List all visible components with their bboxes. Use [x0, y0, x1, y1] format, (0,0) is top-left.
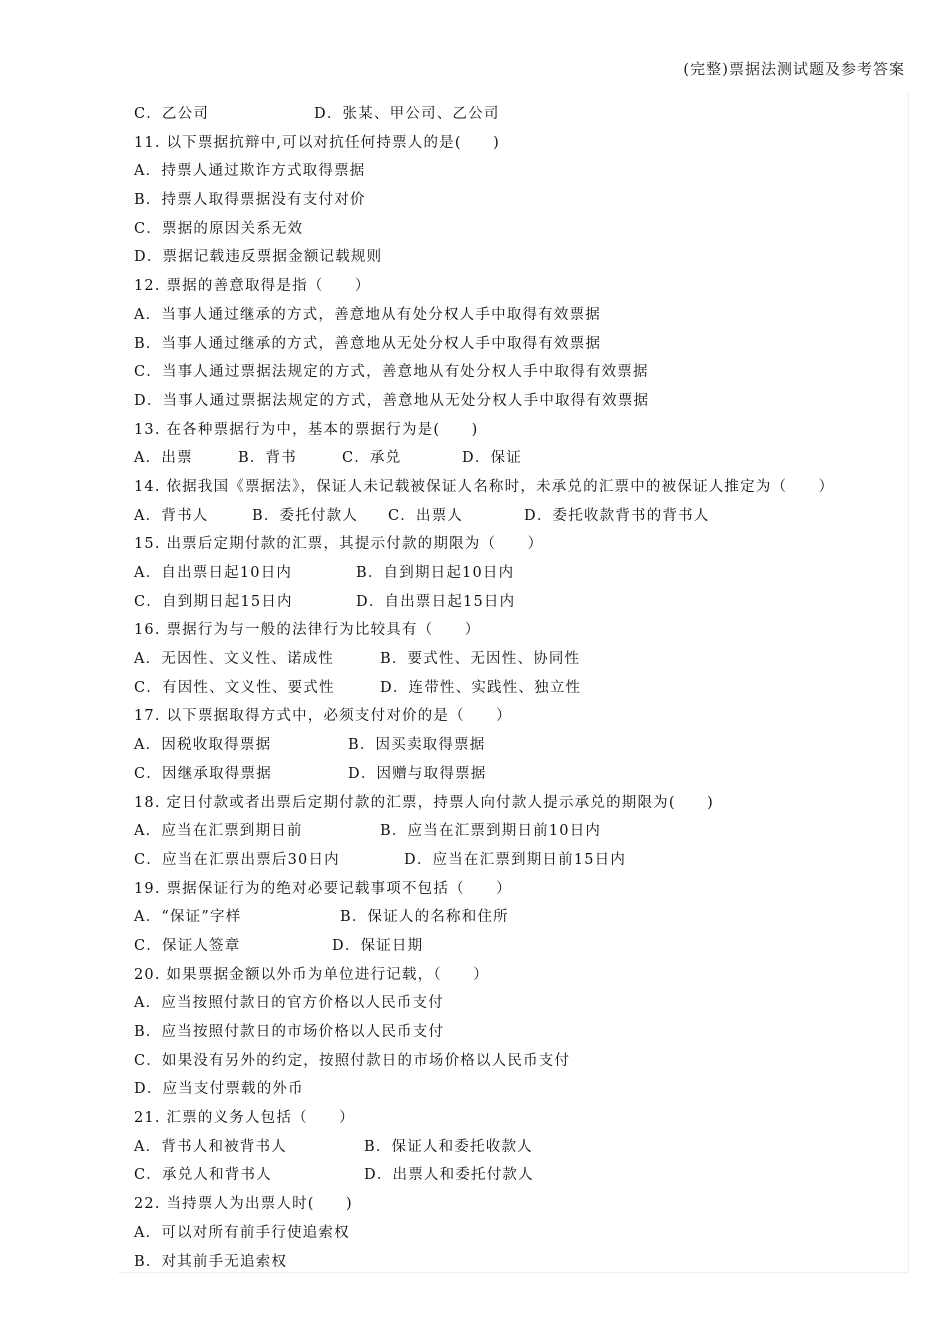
text-line: [134, 932, 894, 961]
line-text: 12. 票据的善意取得是指（ ）: [134, 278, 371, 295]
exam-content: [134, 100, 894, 1276]
line-text: 17. 以下票据取得方式中，必须支付对价的是（ ）: [134, 708, 512, 725]
answer-option: B．委托付款人: [252, 507, 359, 524]
line-text: 14. 依据我国《票据法》，保证人未记载被保证人名称时，未承兑的汇票中的被保证人推定为（ ）: [134, 478, 835, 495]
text-line: [134, 702, 894, 731]
text-line: [134, 588, 894, 617]
answer-option: D．保证日期: [332, 937, 424, 954]
answer-option: A．出票: [134, 450, 193, 467]
text-line: [134, 903, 894, 932]
text-line: [134, 1047, 894, 1076]
answer-option: D．委托收款背书的背书人: [524, 507, 710, 524]
line-text: A．应当按照付款日的官方价格以人民币支付: [134, 995, 444, 1012]
answer-option: C．保证人签章: [134, 937, 241, 954]
answer-option: D．自出票日起15日内: [356, 593, 516, 610]
text-line: [134, 789, 894, 818]
line-text: 18. 定日付款或者出票后定期付款的汇票，持票人向付款人提示承兑的期限为( ): [134, 794, 714, 811]
answer-option: C．出票人: [388, 507, 464, 524]
line-text: A．可以对所有前手行使追索权: [134, 1224, 350, 1241]
line-text: 19. 票据保证行为的绝对必要记载事项不包括（ ）: [134, 880, 512, 897]
answer-option: C．因继承取得票据: [134, 765, 272, 782]
text-line: [134, 1075, 894, 1104]
text-line: [134, 215, 894, 244]
line-text: D．应当支付票载的外币: [134, 1081, 304, 1098]
text-line: [134, 731, 894, 760]
text-line: [134, 817, 894, 846]
answer-option: B．因买卖取得票据: [348, 737, 486, 754]
answer-option: B．背书: [238, 450, 297, 467]
text-line: [134, 875, 894, 904]
text-line: [134, 100, 894, 129]
answer-option: D．张某、甲公司、乙公司: [314, 106, 500, 122]
line-text: 21. 汇票的义务人包括（ ）: [134, 1110, 355, 1127]
text-line: [134, 1104, 894, 1133]
line-text: 22. 当持票人为出票人时( ): [134, 1196, 353, 1213]
answer-option: C．自到期日起15日内: [134, 593, 293, 610]
text-line: [134, 387, 894, 416]
answer-option: C．应当在汇票出票后30日内: [134, 851, 340, 868]
text-line: [134, 616, 894, 645]
text-line: [134, 1161, 894, 1190]
answer-option: A．背书人: [134, 507, 209, 524]
answer-option: D．出票人和委托付款人: [364, 1167, 534, 1184]
text-line: [134, 530, 894, 559]
line-text: D．当事人通过票据法规定的方式，善意地从无处分权人手中取得有效票据: [134, 392, 650, 409]
text-line: [134, 301, 894, 330]
text-line: [134, 416, 894, 445]
answer-option: D．应当在汇票到期日前15日内: [404, 851, 627, 868]
answer-option: C．有因性、文义性、要式性: [134, 679, 335, 696]
text-line: [134, 272, 894, 301]
line-text: C．票据的原因关系无效: [134, 220, 304, 237]
line-text: A．当事人通过继承的方式，善意地从有处分权人手中取得有效票据: [134, 306, 601, 323]
answer-option: C．乙公司: [134, 106, 210, 122]
answer-option: A．应当在汇票到期日前: [134, 823, 303, 840]
answer-option: C．承兑人和背书人: [134, 1167, 272, 1184]
line-text: B．对其前手无追索权: [134, 1253, 288, 1270]
answer-option: D．连带性、实践性、独立性: [380, 679, 582, 696]
answer-option: D．保证: [462, 450, 522, 467]
line-text: D．票据记载违反票据金额记载规则: [134, 249, 383, 266]
text-line: [134, 444, 894, 473]
answer-option: A．“保证”字样: [134, 909, 242, 926]
text-line: [134, 645, 894, 674]
answer-option: A．自出票日起10日内: [134, 565, 293, 581]
answer-option: B．保证人的名称和住所: [340, 909, 509, 926]
line-text: B．持票人取得票据没有支付对价: [134, 192, 366, 209]
answer-option: B．要式性、无因性、协同性: [380, 651, 581, 668]
answer-option: B．自到期日起10日内: [356, 565, 515, 581]
text-line: [134, 358, 894, 387]
text-line: [134, 1190, 894, 1219]
text-line: [134, 1219, 894, 1248]
text-line: [134, 846, 894, 875]
text-line: [134, 1248, 894, 1277]
text-line: [134, 961, 894, 990]
text-line: [134, 473, 894, 502]
answer-option: B．应当在汇票到期日前10日内: [380, 823, 602, 840]
text-line: [134, 760, 894, 789]
answer-option: B．保证人和委托收款人: [364, 1138, 533, 1155]
answer-option: A．因税收取得票据: [134, 737, 272, 754]
line-text: 20. 如果票据金额以外币为单位进行记载，（ ）: [134, 966, 489, 983]
text-line: [134, 989, 894, 1018]
text-line: [134, 330, 894, 359]
line-text: 11. 以下票据抗辩中,可以对抗任何持票人的是( ): [134, 134, 500, 151]
line-text: C．如果没有另外的约定，按照付款日的市场价格以人民币支付: [134, 1052, 571, 1069]
line-text: B．当事人通过继承的方式，善意地从无处分权人手中取得有效票据: [134, 335, 602, 352]
line-text: 13. 在各种票据行为中，基本的票据行为是( ): [134, 421, 479, 438]
document-header: (完整)票据法测试题及参考答案: [683, 60, 905, 78]
line-text: 16. 票据行为与一般的法律行为比较具有（ ）: [134, 622, 481, 639]
text-line: [134, 559, 894, 588]
line-text: 15. 出票后定期付款的汇票，其提示付款的期限为（ ）: [134, 536, 544, 553]
text-line: [134, 502, 894, 531]
answer-option: C．承兑: [342, 450, 402, 467]
text-line: [134, 157, 894, 186]
line-text: A．持票人通过欺诈方式取得票据: [134, 163, 366, 180]
line-text: C．当事人通过票据法规定的方式，善意地从有处分权人手中取得有效票据: [134, 364, 649, 381]
line-text: B．应当按照付款日的市场价格以人民币支付: [134, 1024, 445, 1040]
answer-option: A．无因性、文义性、诺成性: [134, 651, 335, 668]
answer-option: D．因赠与取得票据: [348, 765, 487, 782]
text-line: [134, 674, 894, 703]
text-line: [134, 186, 894, 215]
answer-option: A．背书人和被背书人: [134, 1138, 287, 1155]
text-line: [134, 1018, 894, 1047]
text-line: [134, 1133, 894, 1162]
text-line: [134, 129, 894, 158]
text-line: [134, 243, 894, 272]
